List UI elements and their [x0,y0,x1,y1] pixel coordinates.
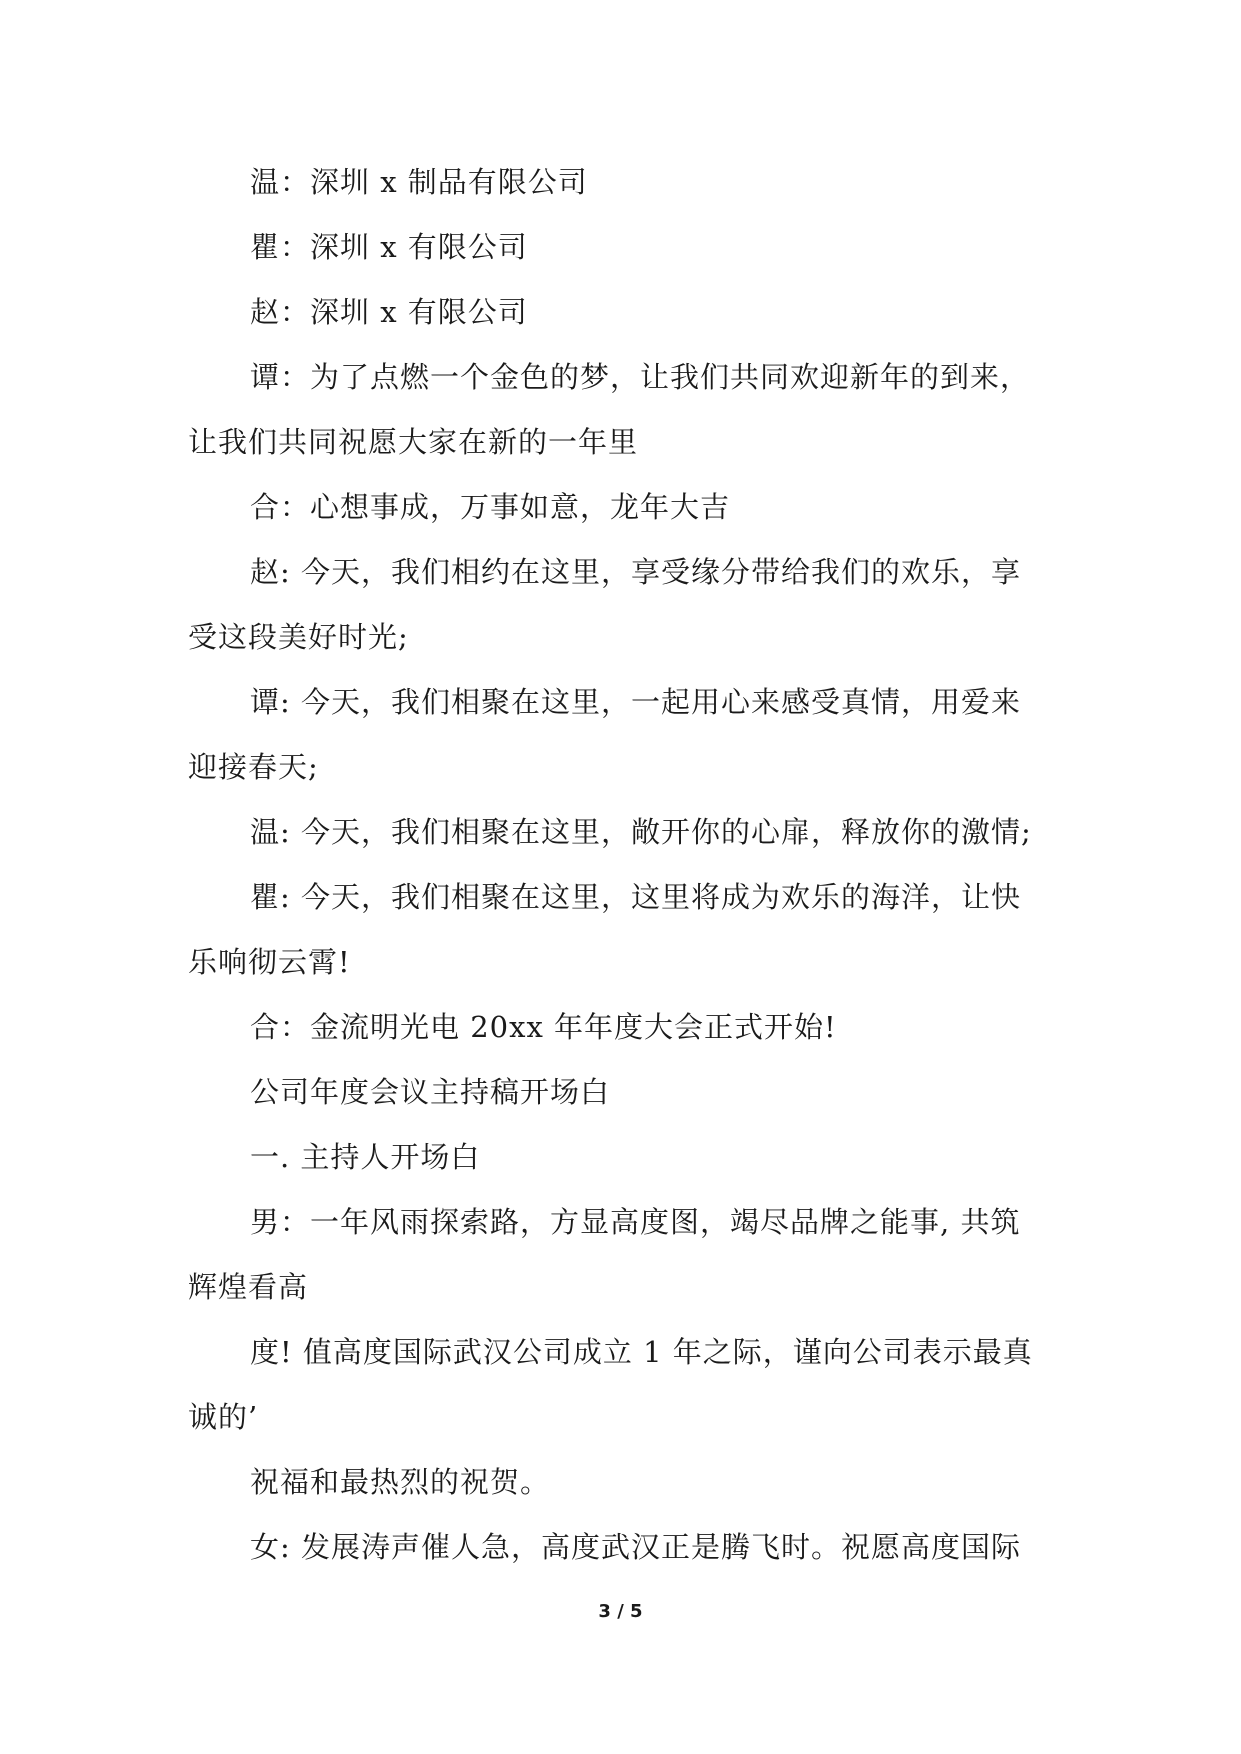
text-line: 祝福和最热烈的祝贺。 [250,1465,551,1499]
text-line: 瞿：深圳 x 有限公司 [250,230,528,264]
text-line: 瞿: 今天，我们相聚在这里，这里将成为欢乐的海洋，让快 [250,880,1021,914]
text-line: 合：金流明光电 20xx 年年度大会正式开始! [250,1010,837,1044]
text-line: 度! 值高度国际武汉公司成立 1 年之际，谨向公司表示最真 [250,1335,1033,1369]
text-line: 诚的’ [188,1400,259,1434]
text-line: 温: 今天，我们相聚在这里，敞开你的心扉，释放你的激情; [250,815,1032,849]
text-line: 谭：为了点燃一个金色的梦，让我们共同欢迎新年的到来， [250,360,1031,394]
text-line: 谭: 今天，我们相聚在这里，一起用心来感受真情，用爱来 [250,685,1021,719]
text-line: 迎接春天; [188,750,319,784]
page-number: 3 / 5 [598,1601,643,1622]
text-line: 合：心想事成，万事如意，龙年大吉 [250,490,731,524]
text-line: 乐响彻云霄! [188,945,351,979]
text-line: 男：一年风雨探索路，方显高度图，竭尽品牌之能事, 共筑 [250,1205,1021,1239]
text-line: 受这段美好时光; [188,620,409,654]
text-line: 赵: 今天，我们相约在这里，享受缘分带给我们的欢乐，享 [250,555,1021,589]
text-line: 温：深圳 x 制品有限公司 [250,165,588,199]
text-line: 辉煌看高 [188,1270,309,1304]
text-line: 公司年度会议主持稿开场白 [250,1075,611,1109]
text-line: 一. 主持人开场白 [250,1140,481,1174]
text-line: 让我们共同祝愿大家在新的一年里 [188,425,639,459]
text-line: 赵：深圳 x 有限公司 [250,295,528,329]
text-line: 女: 发展涛声催人急，高度武汉正是腾飞时。祝愿高度国际 [250,1530,1021,1564]
